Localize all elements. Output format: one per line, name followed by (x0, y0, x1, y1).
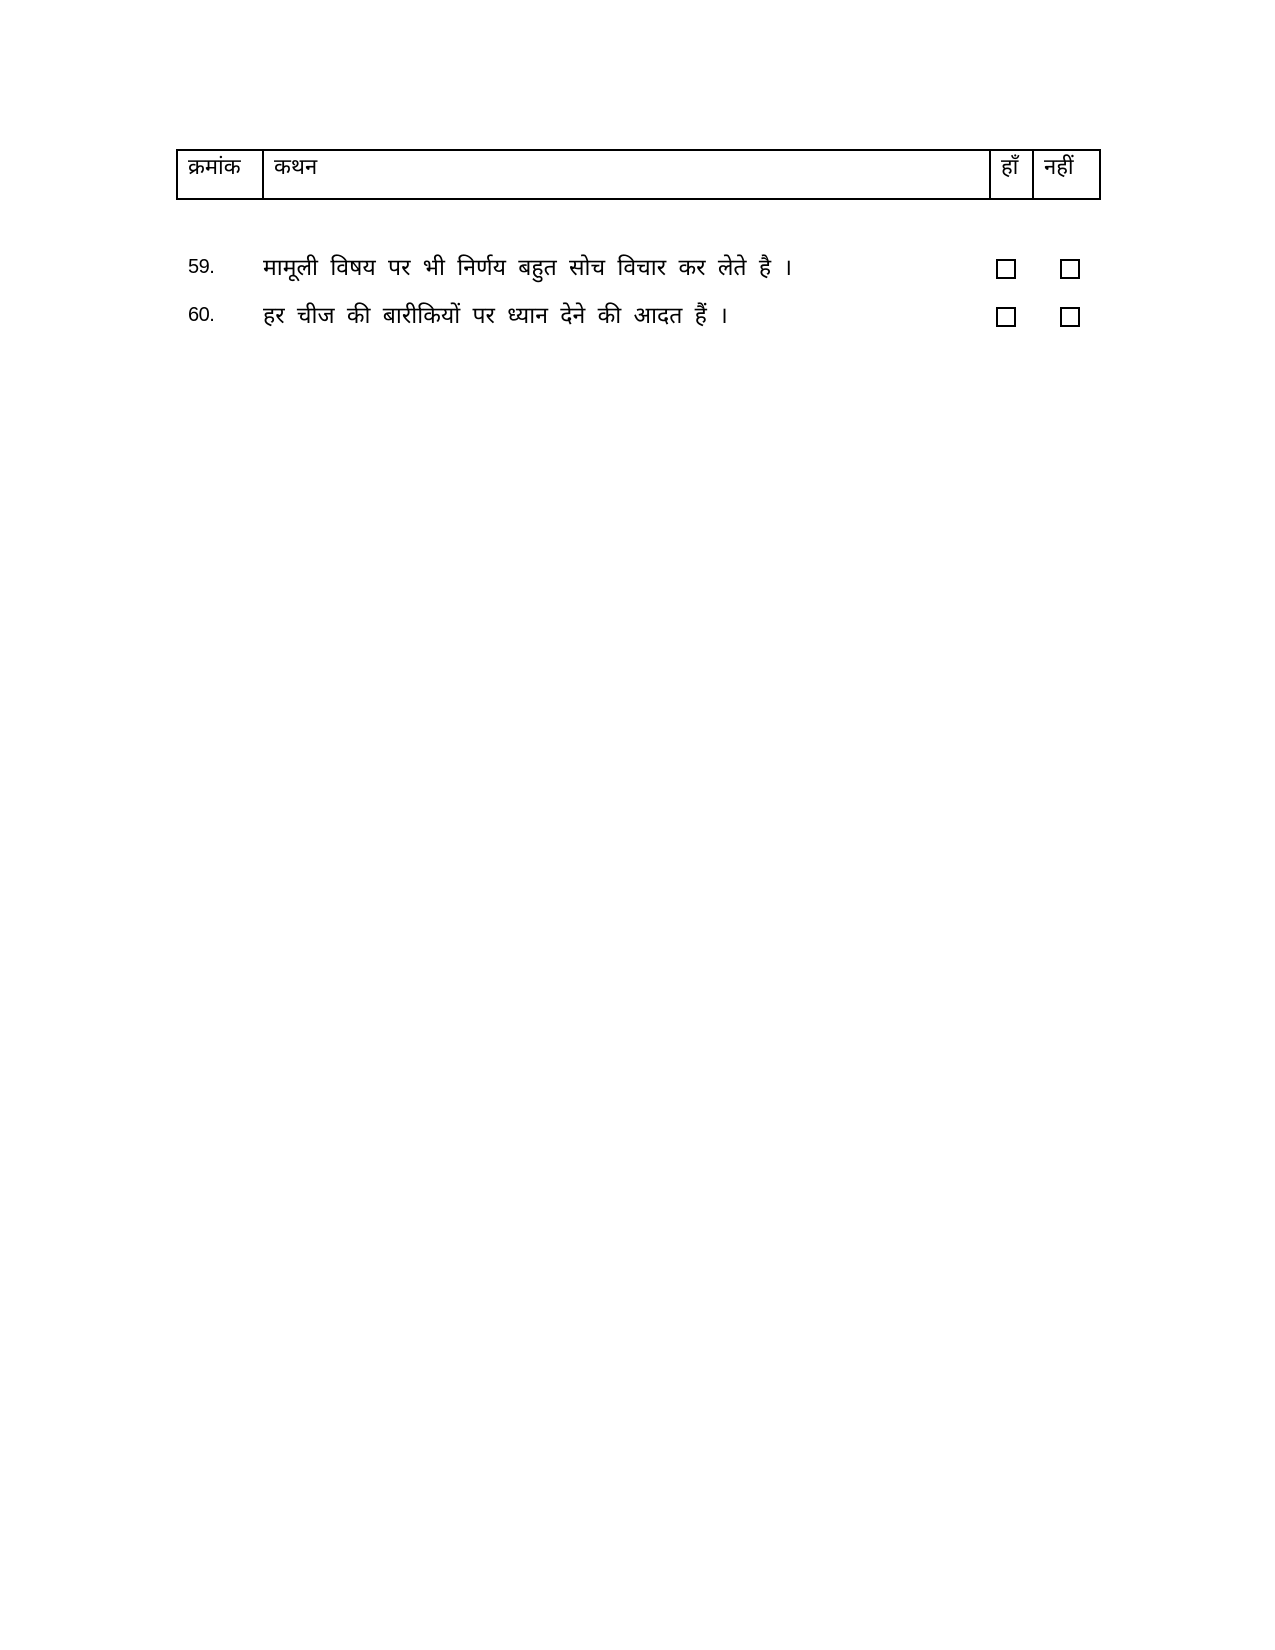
question-item-59 (0, 250, 1275, 290)
questionnaire-header-table (176, 149, 1101, 200)
yes-checkbox[interactable] (996, 259, 1016, 279)
header-serial-number: क्रमांक (178, 151, 264, 198)
yes-checkbox[interactable] (996, 307, 1016, 327)
no-checkbox[interactable] (1060, 307, 1080, 327)
question-item-60 (0, 298, 1275, 338)
no-checkbox[interactable] (1060, 259, 1080, 279)
header-statement: कथन (264, 151, 991, 198)
question-statement: हर चीज की बारीकियों पर ध्यान देने की आदत हैं । (263, 303, 728, 329)
header-yes: हाँ (991, 151, 1034, 198)
question-number: 60. (188, 304, 215, 326)
header-no: नहीं (1044, 155, 1074, 180)
question-statement: मामूली विषय पर भी निर्णय बहुत सोच विचार कर लेते है । (263, 255, 793, 281)
question-number: 59. (188, 256, 215, 278)
